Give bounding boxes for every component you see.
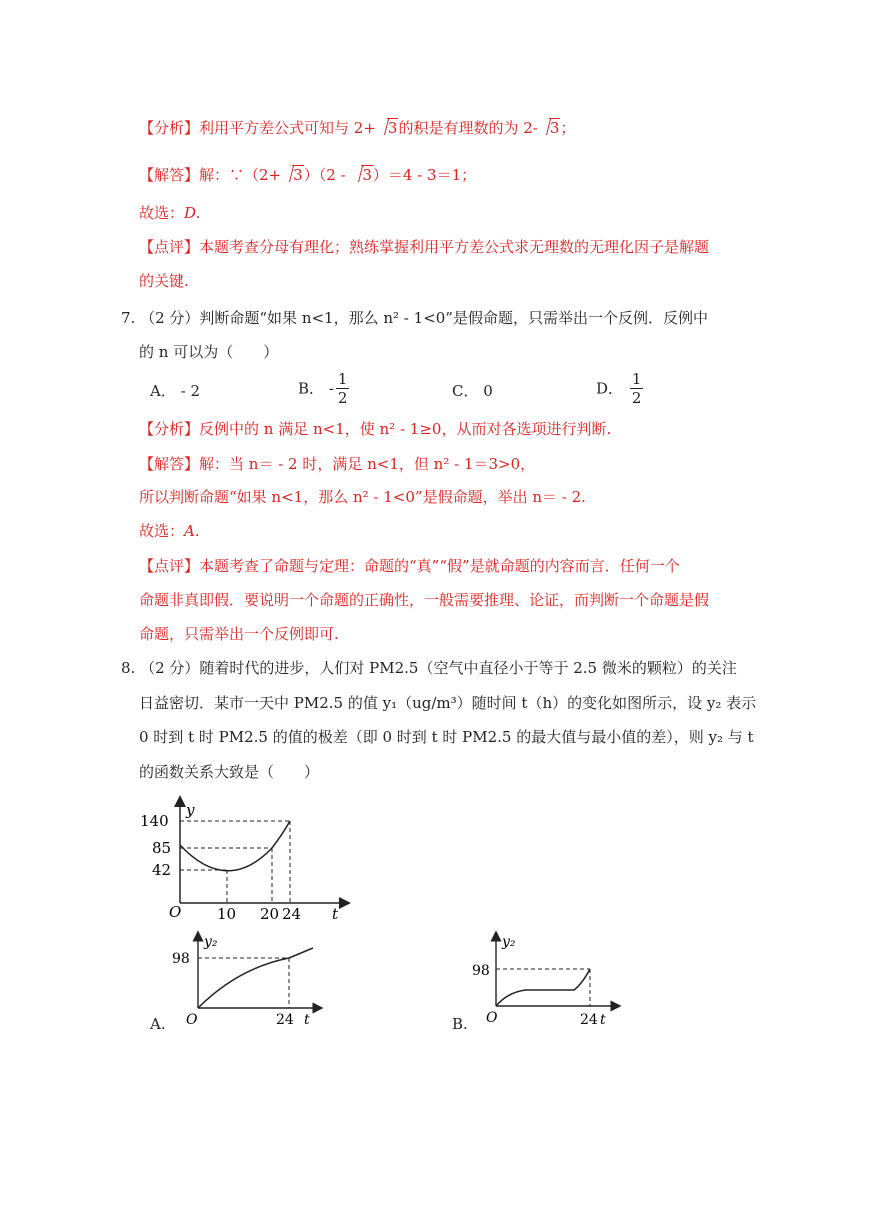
radicand: 3 <box>362 166 372 184</box>
y-tick-140: 140 <box>140 812 169 830</box>
radicand: 3 <box>293 166 303 184</box>
y2-curve <box>198 948 313 1008</box>
x-axis-label: t <box>600 1012 606 1028</box>
x-tick-10: 10 <box>217 905 237 923</box>
denominator: 2 <box>631 389 642 407</box>
q7-answer-1 <box>139 453 535 475</box>
answer-text: 解：∵（2+ <box>199 166 282 184</box>
option-a <box>150 380 200 402</box>
sqrt-symbol <box>378 117 399 139</box>
choice-label: 故选： <box>139 204 185 222</box>
option-value: - 2 <box>180 382 201 400</box>
option-label: A． <box>150 382 176 400</box>
y-axis-label: y <box>186 801 195 819</box>
numerator: 1 <box>337 370 348 388</box>
denominator: 2 <box>337 389 348 407</box>
comment-tag: 【点评】 <box>139 557 200 575</box>
q8-stem-3: 0 时到 t 时 PM2.5 的值的极差（即 0 时到 t 时 PM2.5 的最大值与最小值的差），则 y₂ 与 t <box>139 728 754 746</box>
y-axis-label: y₂ <box>502 934 516 950</box>
graph-a-label: A. <box>150 1015 166 1033</box>
option-c <box>452 380 493 402</box>
graph-b-label: B. <box>452 1015 468 1033</box>
analysis-text: 反例中的 n 满足 n<1，使 n² - 1≥0，从而对各选项进行判断. <box>199 420 612 438</box>
answer-text: ）＝4 - 3＝1； <box>372 166 477 184</box>
q8-stem-1: 8. （2 分）随着时代的进步，人们对 PM2.5（空气中直径小于等于 2.5 微米的颗粒）的关注 <box>121 659 737 677</box>
analysis-tag: 【分析】 <box>139 420 200 438</box>
pm25-graph <box>140 795 360 925</box>
analysis-text: 利用平方差公式可知与 2+ <box>199 119 376 137</box>
choice-value: A. <box>184 522 200 540</box>
radicand: 3 <box>549 119 560 137</box>
comment-tag: 【点评】 <box>139 238 200 256</box>
option-b <box>298 370 351 407</box>
sqrt-symbol <box>352 164 373 186</box>
option-d <box>596 370 645 407</box>
fraction <box>630 370 644 407</box>
comment-text: 本题考查了命题与定理：命题的“真”“假”是就命题的内容而言．任何一个 <box>199 557 680 575</box>
q7-stem-1: 7. （2 分）判断命题“如果 n<1，那么 n² - 1<0”是假命题，只需举出一个反例．反例中 <box>121 309 708 327</box>
choice-value: D. <box>184 204 201 222</box>
x-tick-24: 24 <box>580 1012 598 1028</box>
y-tick-98: 98 <box>172 951 190 967</box>
answer-tag: 【解答】 <box>139 455 200 473</box>
radicand: 3 <box>387 119 398 137</box>
option-label: B． <box>298 379 325 398</box>
answer-text: 解：当 n＝ - 2 时，满足 n<1，但 n² - 1＝3>0， <box>199 455 536 473</box>
minus-sign: - <box>328 379 334 398</box>
q7-comment-2: 命题非真即假．要说明一个命题的正确性，一般需要推理、论证，而判断一个命题是假 <box>139 591 710 609</box>
option-value: 0 <box>483 382 493 400</box>
choice-label: 故选： <box>139 522 185 540</box>
q8-stem-2: 日益密切．某市一天中 PM2.5 的值 y₁（ug/m³）随时间 t（h）的变化如图所示，设 y₂ 表示 <box>139 694 757 712</box>
q6-choice <box>139 202 200 224</box>
x-axis-label: t <box>304 1012 310 1028</box>
q7-analysis <box>139 418 611 440</box>
option-label: C． <box>452 382 479 400</box>
origin-label: O <box>186 1012 198 1028</box>
analysis-tag: 【分析】 <box>139 119 200 137</box>
q7-options <box>150 370 670 414</box>
y-axis-label: y₂ <box>204 934 218 950</box>
q7-stem-2: 的 n 可以为（ ） <box>139 343 279 361</box>
q7-comment-1 <box>139 555 680 577</box>
origin-label: O <box>169 903 182 921</box>
y2-curve <box>496 969 590 1006</box>
graph-a <box>168 930 328 1030</box>
sqrt-symbol <box>283 164 304 186</box>
option-label: D． <box>596 379 624 398</box>
q6-analysis <box>139 117 575 139</box>
q7-comment-3: 命题，只需举出一个反例即可. <box>139 625 339 643</box>
x-tick-20: 20 <box>260 905 280 923</box>
y-tick-98: 98 <box>472 963 490 979</box>
answer-tag: 【解答】 <box>139 166 200 184</box>
comment-text: 本题考查分母有理化；熟练掌握利用平方差公式求无理数的无理化因子是解题 <box>199 238 710 256</box>
pm25-curve <box>180 821 290 871</box>
y-tick-85: 85 <box>152 839 172 857</box>
x-tick-24: 24 <box>282 905 302 923</box>
analysis-text: ； <box>560 119 576 137</box>
y-tick-42: 42 <box>152 861 172 879</box>
q6-comment-1 <box>139 236 709 258</box>
origin-label: O <box>486 1010 498 1026</box>
x-axis-label: t <box>332 905 339 923</box>
graph-b <box>468 932 628 1032</box>
q6-comment-2: 的关键. <box>139 272 189 290</box>
analysis-text: 的积是有理数的为 2- <box>398 119 538 137</box>
answer-text: ）（2 - <box>303 166 351 184</box>
numerator: 1 <box>631 370 642 388</box>
sqrt-symbol <box>540 117 561 139</box>
q7-choice <box>139 520 200 542</box>
q7-answer-2: 所以判断命题“如果 n<1，那么 n² - 1<0”是假命题，举出 n＝ - 2. <box>139 488 586 506</box>
fraction <box>336 370 350 407</box>
q8-stem-4: 的函数关系大致是（ ） <box>139 763 320 781</box>
q6-answer <box>139 164 476 186</box>
x-tick-24: 24 <box>276 1012 294 1028</box>
